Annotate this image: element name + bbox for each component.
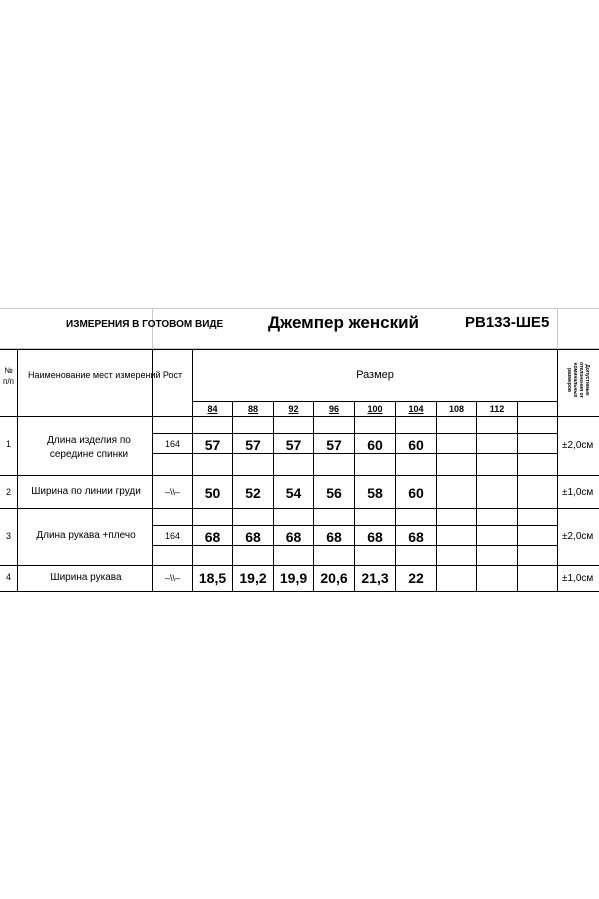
measurement-value: 20,6 bbox=[320, 570, 348, 586]
row-number: 3 bbox=[5, 531, 11, 541]
measurement-value: 18,5 bbox=[198, 570, 227, 586]
measurements-label: ИЗМЕРЕНИЯ В ГОТОВОМ ВИДЕ bbox=[66, 319, 224, 330]
column-size-group: Размер bbox=[356, 369, 394, 381]
tolerance-value: ±2,0см bbox=[562, 440, 594, 451]
measurement-value: 60 bbox=[408, 485, 424, 501]
product-title: Джемпер женский bbox=[268, 313, 419, 332]
measurement-name: Ширина по линии груди bbox=[31, 486, 141, 497]
measurement-value: 68 bbox=[326, 529, 342, 545]
measurement-value: 54 bbox=[285, 485, 302, 501]
height-value: –\\– bbox=[164, 487, 180, 497]
column-measurement-name: Наименование мест измерений bbox=[28, 370, 161, 380]
column-tolerance-label: Допустимые отклонения от номинальных размеров bbox=[566, 362, 590, 398]
measurement-value: 21,3 bbox=[361, 570, 389, 586]
size-label: 92 bbox=[288, 404, 299, 414]
measurement-value: 57 bbox=[245, 437, 261, 453]
size-label: 112 bbox=[489, 404, 505, 414]
measurement-table bbox=[0, 308, 599, 592]
article-number: РВ133-ШЕ5 bbox=[465, 314, 550, 331]
height-value: –\\– bbox=[164, 573, 180, 583]
measurement-value: 57 bbox=[285, 437, 302, 453]
measurement-value: 52 bbox=[245, 485, 261, 501]
row-number: 4 bbox=[5, 572, 11, 582]
measurement-value: 19,9 bbox=[279, 570, 308, 586]
tolerance-value: ±1,0см bbox=[562, 487, 594, 498]
size-label: 88 bbox=[247, 404, 258, 414]
size-label: 96 bbox=[328, 404, 339, 414]
measurement-value: 58 bbox=[367, 485, 383, 501]
column-number: № п/п bbox=[3, 366, 14, 386]
size-label: 100 bbox=[367, 404, 383, 414]
measurement-value: 68 bbox=[245, 529, 261, 545]
row-number: 2 bbox=[5, 487, 11, 497]
tolerance-value: ±1,0см bbox=[562, 573, 594, 584]
measurement-value: 22 bbox=[408, 570, 424, 586]
size-label: 108 bbox=[448, 404, 465, 414]
height-value: 164 bbox=[164, 531, 181, 541]
measurement-value: 60 bbox=[367, 437, 383, 453]
measurement-name: Ширина рукава bbox=[50, 572, 122, 583]
measurement-name: Длина рукава +плечо bbox=[36, 530, 136, 541]
measurement-value: 57 bbox=[204, 437, 221, 453]
measurement-value: 60 bbox=[408, 437, 424, 453]
measurement-value: 68 bbox=[204, 529, 221, 545]
measurement-value: 19,2 bbox=[239, 570, 267, 586]
column-height: Рост bbox=[162, 370, 183, 380]
measurement-value: 50 bbox=[204, 485, 221, 501]
row-number: 1 bbox=[5, 439, 11, 449]
measurement-value: 56 bbox=[326, 485, 342, 501]
measurement-value: 68 bbox=[408, 529, 424, 545]
measurement-name: Длина изделия по середине спинки bbox=[47, 435, 131, 460]
measurement-value: 57 bbox=[326, 437, 342, 453]
measurement-value: 68 bbox=[285, 529, 302, 545]
tolerance-value: ±2,0см bbox=[562, 531, 594, 542]
size-label: 84 bbox=[207, 404, 218, 414]
size-label: 104 bbox=[408, 404, 424, 414]
measurement-value: 68 bbox=[367, 529, 383, 545]
height-value: 164 bbox=[164, 439, 181, 449]
column-tolerance bbox=[560, 352, 596, 408]
